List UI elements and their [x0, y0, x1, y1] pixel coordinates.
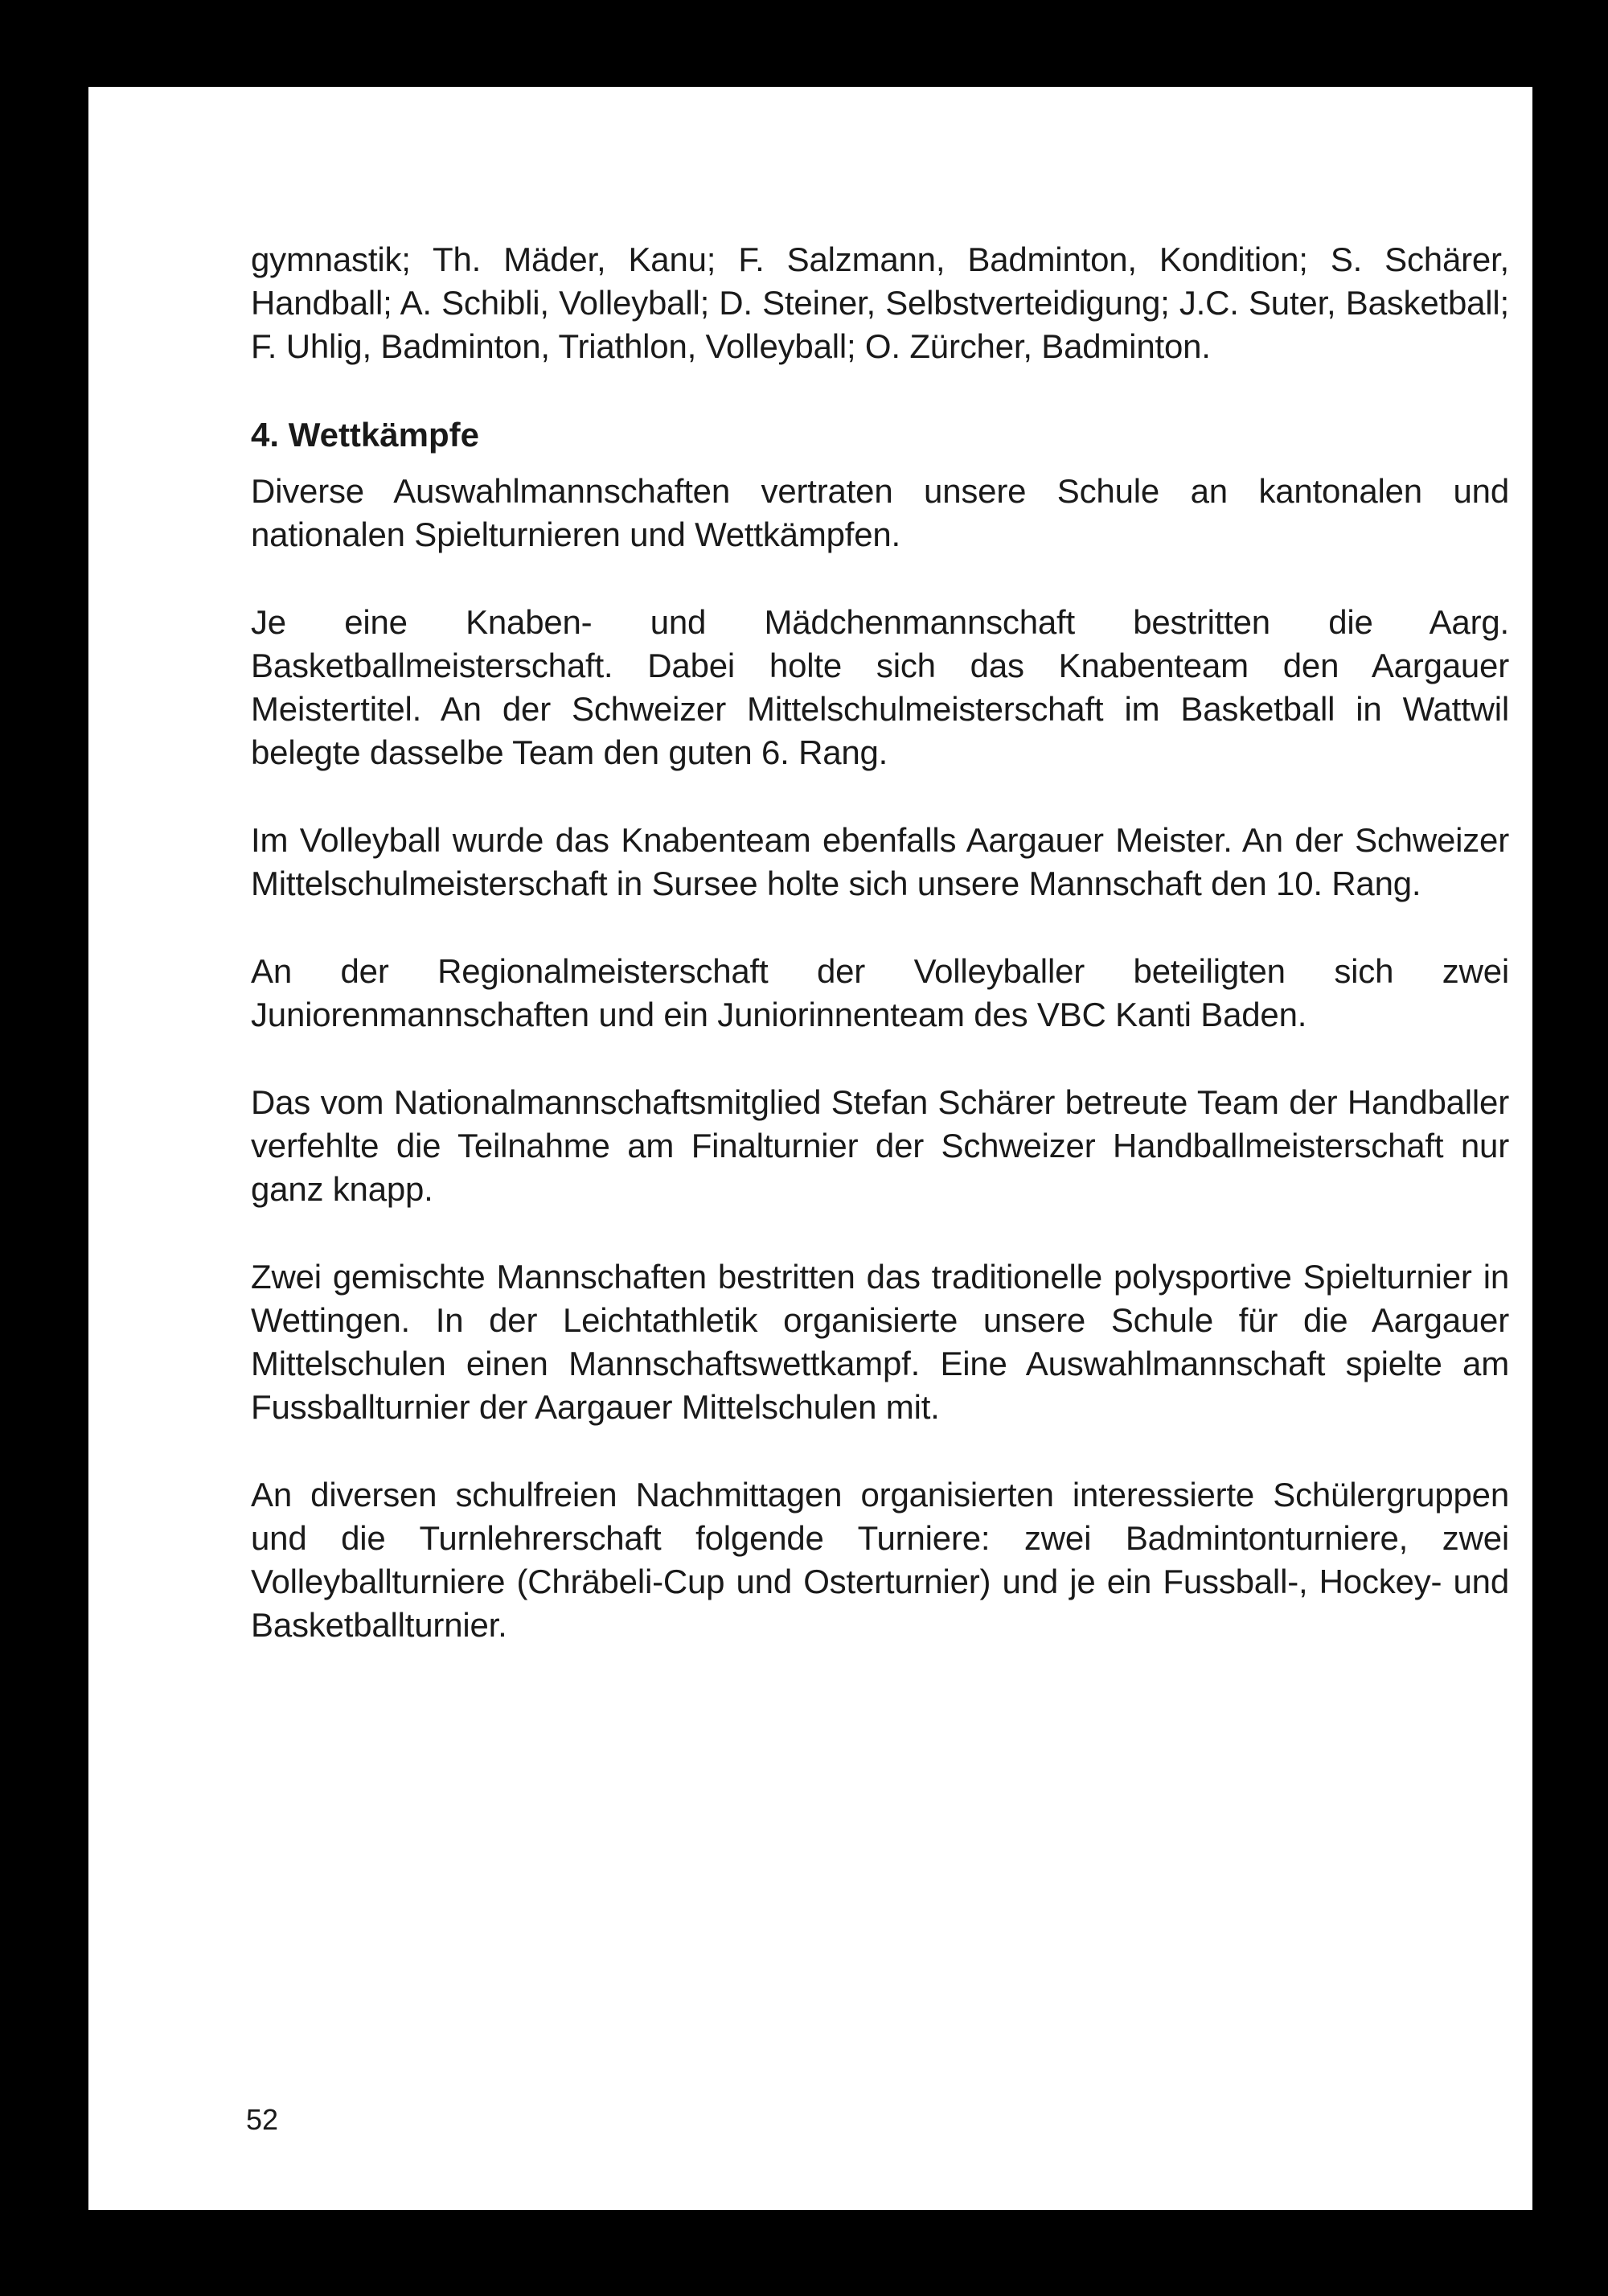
intro-paragraph: gymnastik; Th. Mäder, Kanu; F. Salzmann, Badminton, Kondition; S. Schärer, Handball; A. Schibli, Volleyball; D. Steiner, Selbstverteidigung; J.C. Suter, Basketball; F. Uhlig, Badminton, Triathlon, Volleyball; O. Zürcher, Badminton. — [251, 240, 1509, 365]
page-content — [251, 238, 1509, 1691]
paragraph-1: Diverse Auswahlmannschaften vertraten unsere Schule an kantonalen und nationalen Spielturnieren und Wettkämpfen. — [251, 472, 1509, 553]
paragraph-7: An diversen schulfreien Nachmittagen organisierten interessierte Schülergruppen und die Turnlehrerschaft folgende Turniere: zwei Badmintonturniere, zwei Volleyballturniere (Chräbeli-Cup und Osterturnier) und je ein Fussball-, Hockey- und Basketballturnier. — [251, 1476, 1509, 1644]
paragraph-3: Im Volleyball wurde das Knabenteam ebenfalls Aargauer Meister. An der Schweizer Mittelschulmeisterschaft in Sursee holte sich unsere Mannschaft den 10. Rang. — [251, 821, 1509, 902]
page-number: 52 — [246, 2103, 279, 2136]
paragraph-6: Zwei gemischte Mannschaften bestritten das traditionelle polysportive Spielturnier in Wettingen. In der Leichtathletik organisierte unsere Schule für die Aargauer Mittelschulen einen Mannschaftswettkampf. Eine Auswahlmannschaft spielte am Fussballturnier der Aargauer Mittelschulen mit. — [251, 1258, 1509, 1426]
paragraph-5: Das vom Nationalmannschaftsmitglied Stefan Schärer betreute Team der Handballer verfehlte die Teilnahme am Finalturnier der Schweizer Handballmeisterschaft nur ganz knapp. — [251, 1083, 1509, 1208]
paragraph-2: Je eine Knaben- und Mädchenmannschaft bestritten die Aarg. Basketballmeisterschaft. Dabei holte sich das Knabenteam den Aargauer Meistertitel. An der Schweizer Mittelschulmeisterschaft im Basketball in Wattwil belegte dasselbe Team den guten 6. Rang. — [251, 603, 1509, 771]
paragraph-4: An der Regionalmeisterschaft der Volleyballer beteiligten sich zwei Juniorenmannschaften und ein Juniorinnenteam des VBC Kanti Baden. — [251, 952, 1509, 1033]
document-page — [88, 87, 1532, 2210]
section-heading: 4. Wettkämpfe — [251, 416, 479, 454]
